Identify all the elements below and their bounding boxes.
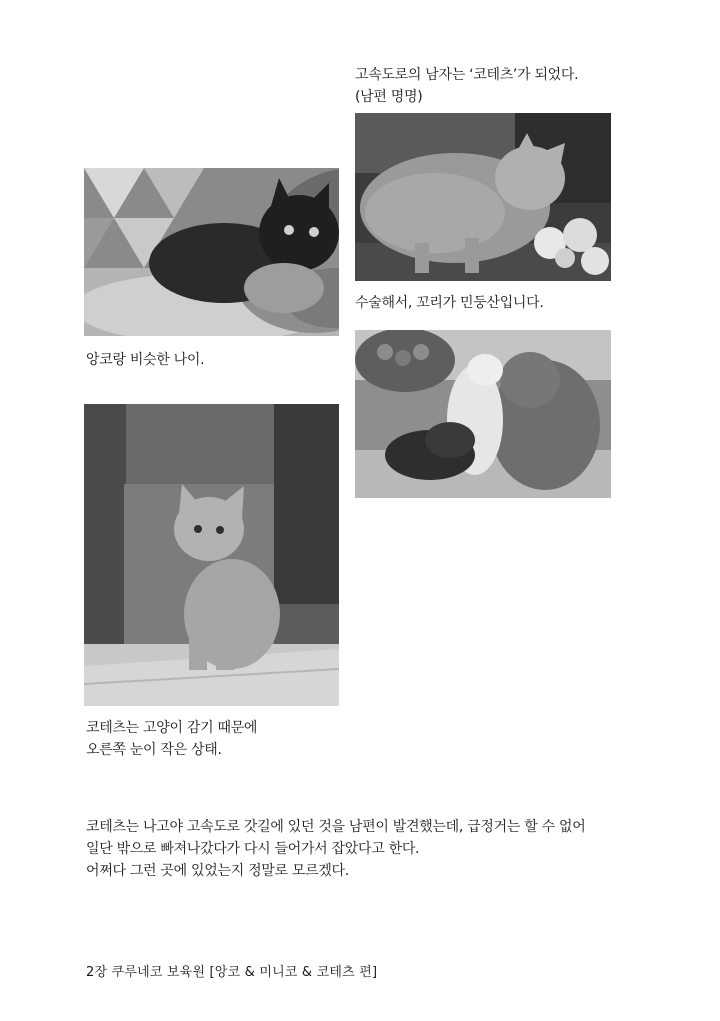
photo-black-kitten-and-tabby [84, 168, 339, 336]
body-line-2: 일단 밖으로 빠져나갔다가 다시 들어가서 잡았다고 한다. [86, 841, 420, 857]
page-footer: 2장 쿠루네코 보육원 [앙코 & 미니코 & 코테츠 편] [86, 965, 378, 980]
body-line-1: 코테츠는 나고야 고속도로 갓길에 있던 것을 남편이 발견했는데, 급정거는 할 수 없어 [86, 819, 586, 835]
body-line-3: 어쩌다 그런 곳에 있었는지 정말로 모르겠다. [86, 863, 349, 879]
photo4-caption: 수술해서, 꼬리가 민둥산입니다. [355, 295, 544, 311]
photo-tabby-kitten-with-onions [355, 113, 611, 281]
photo-kittens-playing [355, 330, 611, 498]
photo3-heading-line1: 고속도로의 남자는 ‘코테츠’가 되었다. [355, 67, 579, 83]
photo1-caption: 앙코랑 비슷한 나이. [86, 352, 205, 368]
photo2-caption-line1: 코테츠는 고양이 감기 때문에 [86, 720, 258, 736]
photo-kotetsu-sitting [84, 404, 339, 706]
photo2-caption-line2: 오른쪽 눈이 작은 상태. [86, 742, 222, 758]
photo3-heading-line2: (남편 명명) [355, 89, 423, 105]
